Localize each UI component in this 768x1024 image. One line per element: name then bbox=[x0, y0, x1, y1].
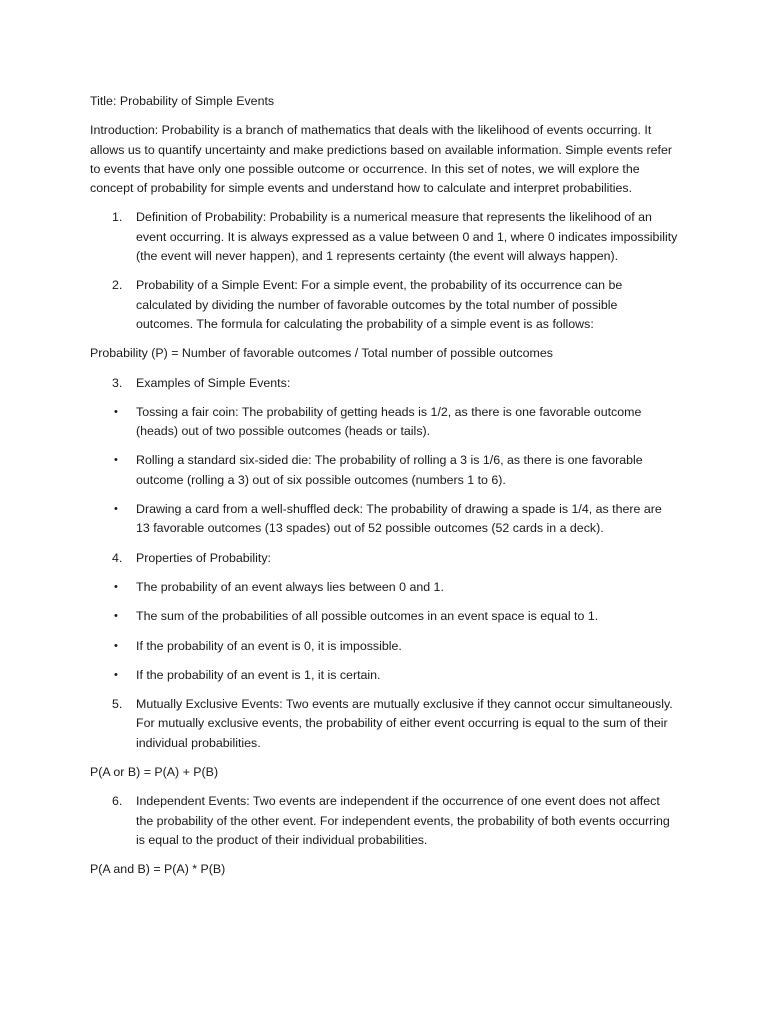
document-title: Title: Probability of Simple Events bbox=[90, 94, 275, 108]
bullet-item-text: Rolling a standard six-sided die: The probability of rolling a 3 is 1/6, as there is one favorable outcome (rolling a 3) out of six possible outcomes (numbers 1 to 6). bbox=[136, 453, 643, 487]
bullet-item-text: Tossing a fair coin: The probability of getting heads is 1/2, as there is one favorable outcome (heads) out of two possible outcomes (heads or tails). bbox=[136, 404, 642, 439]
list-item-definition bbox=[90, 208, 678, 266]
list-item-examples bbox=[90, 374, 678, 393]
bullet-marker: • bbox=[114, 503, 118, 516]
list-number: 6. bbox=[112, 794, 123, 809]
bullet-item bbox=[90, 637, 678, 656]
list-item-simple-event bbox=[90, 276, 678, 334]
bullet-item-text: Drawing a card from a well-shuffled deck: The probability of drawing a spade is 1/4, as there are 13 favorable outcomes (13 spades) out of 52 possible outcomes (52 cards in a deck). bbox=[136, 502, 662, 536]
and-formula: P(A and B) = P(A) * P(B) bbox=[90, 862, 226, 877]
list-number: 3. bbox=[112, 375, 123, 390]
bullet-marker: • bbox=[114, 454, 118, 467]
bullet-item bbox=[90, 607, 678, 626]
document-page bbox=[90, 92, 678, 890]
list-item-text: Examples of Simple Events: bbox=[136, 375, 291, 390]
bullet-marker: • bbox=[114, 639, 118, 652]
probability-formula: Probability (P) = Number of favorable outcomes / Total number of possible outcomes bbox=[90, 346, 553, 361]
list-item-independent bbox=[90, 792, 678, 850]
list-number: 1. bbox=[112, 210, 123, 225]
bullet-item bbox=[90, 451, 678, 490]
list-item-text: Definition of Probability: Probability is a numerical measure that represents the likelihood of an event occurring. It is always expressed as a value between 0 and 1, where 0 indicates impossibility (the event will never happen), and 1 represents certainty (the event will always happen). bbox=[136, 210, 678, 264]
bullet-item bbox=[90, 500, 678, 539]
bullet-marker: • bbox=[114, 668, 118, 681]
bullet-item bbox=[90, 666, 678, 685]
list-item-text: Mutually Exclusive Events: Two events are mutually exclusive if they cannot occur simultaneously. For mutually exclusive events, the probability of either event occurring is equal to the sum of their individual probabilities. bbox=[136, 697, 673, 750]
bullet-item bbox=[90, 578, 678, 597]
list-item-text: Properties of Probability: bbox=[136, 550, 271, 565]
list-item-text: Independent Events: Two events are independent if the occurrence of one event does not affect the probability of the other event. For independent events, the probability of both events occurring is equal to the product of their individual probabilities. bbox=[136, 794, 670, 847]
list-item-properties bbox=[90, 549, 678, 568]
bullet-item-text: If the probability of an event is 1, it is certain. bbox=[136, 667, 381, 682]
bullet-item bbox=[90, 403, 678, 442]
bullet-marker: • bbox=[114, 405, 118, 418]
list-number: 2. bbox=[112, 278, 123, 293]
or-formula: P(A or B) = P(A) + P(B) bbox=[90, 765, 219, 780]
introduction-paragraph: Introduction: Probability is a branch of mathematics that deals with the likelihood of events occurring. It allows us to quantify uncertainty and make predictions based on available information. Simple events refer to events that have only one possible outcome or occurrence. In this set of notes, we will explore the concept of probability for simple events and understand how to calculate and interpret probabilities. bbox=[90, 123, 672, 196]
list-item-text: Probability of a Simple Event: For a simple event, the probability of its occurrence can be calculated by dividing the number of favorable outcomes by the total number of possible outcomes. The formula for calculating the probability of a simple event is as follows: bbox=[136, 278, 623, 331]
list-number: 4. bbox=[112, 550, 123, 565]
list-item-mutually-exclusive bbox=[90, 695, 678, 753]
bullet-marker: • bbox=[114, 610, 118, 623]
bullet-marker: • bbox=[114, 580, 118, 593]
bullet-item-text: The probability of an event always lies between 0 and 1. bbox=[136, 579, 444, 594]
bullet-item-text: If the probability of an event is 0, it is impossible. bbox=[136, 638, 402, 653]
bullet-item-text: The sum of the probabilities of all possible outcomes in an event space is equal to 1. bbox=[136, 609, 599, 624]
list-number: 5. bbox=[112, 697, 123, 712]
